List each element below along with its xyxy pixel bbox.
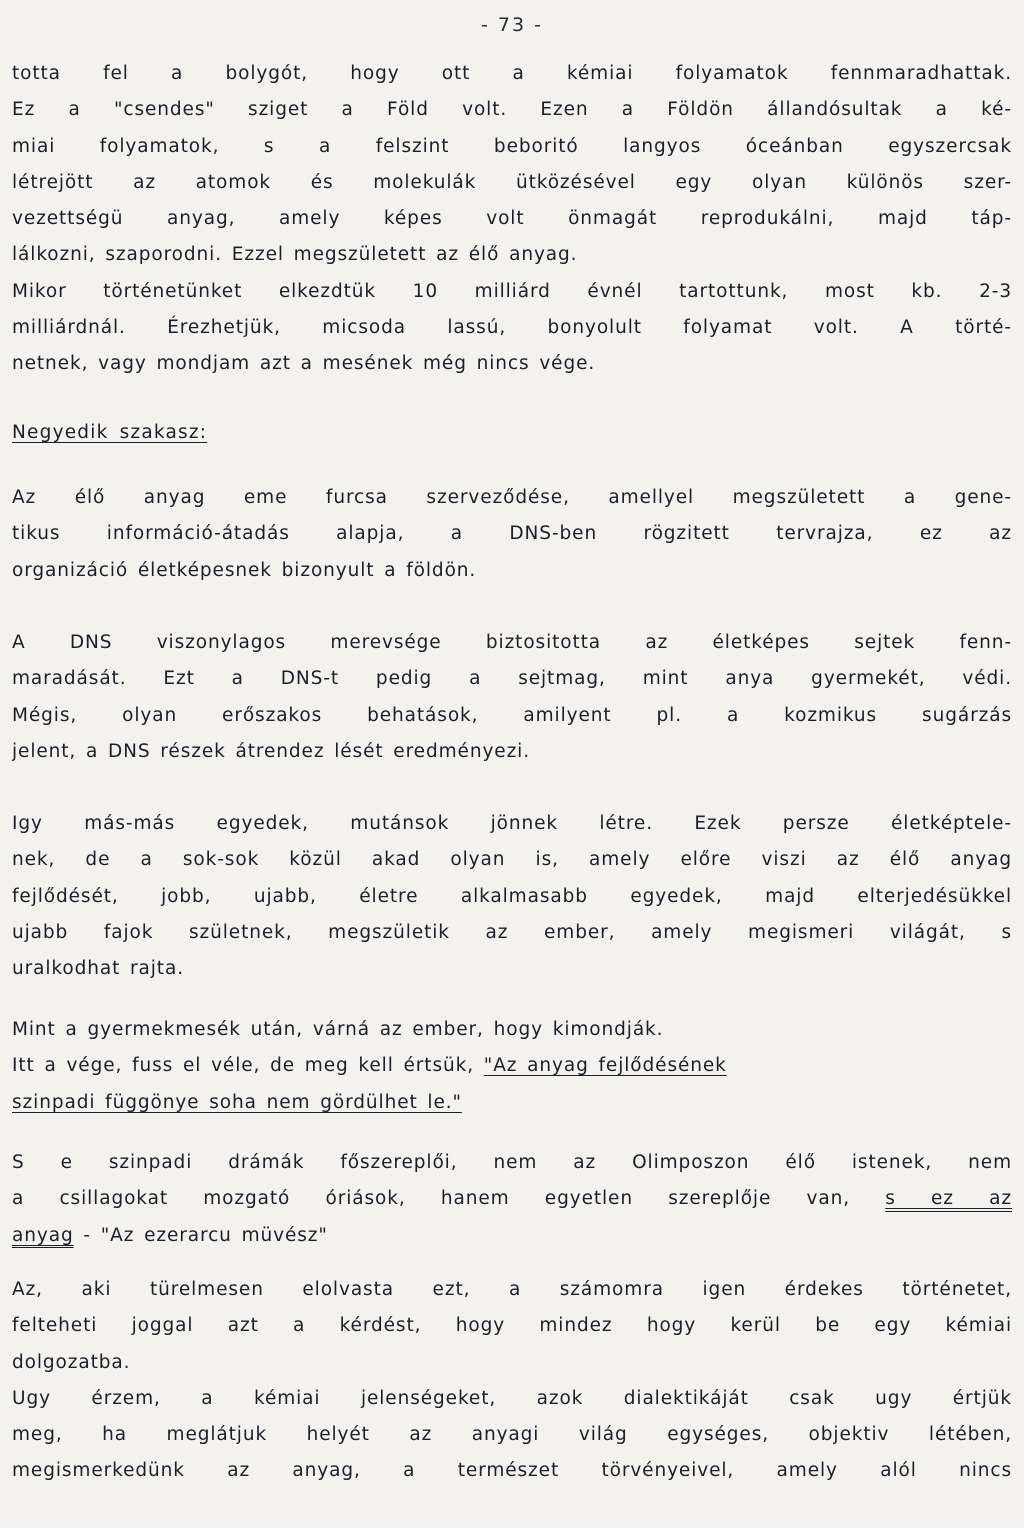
text-line: vezettségü anyag, amely képes volt önmagát reprodukálni, majd táp- bbox=[12, 208, 1012, 230]
text-line: organizáció életképesnek bizonyult a földön. bbox=[12, 559, 477, 581]
paragraph-3 bbox=[12, 625, 1012, 770]
paragraph-4 bbox=[12, 806, 1012, 987]
text-line bbox=[12, 1181, 1012, 1217]
text-line: lálkozni, szaporodni. Ezzel megszületett az élő anyag. bbox=[12, 244, 578, 266]
underlined-quote: "Az anyag fejlődésének bbox=[483, 1055, 727, 1077]
section-heading: Negyedik szakasz: bbox=[12, 422, 208, 443]
text-line: A DNS viszonylagos merevsége biztositotta az életképes sejtek fenn- bbox=[12, 632, 1012, 653]
text-line: S e szinpadi drámák főszereplői, nem az Olimposzon élő istenek, nem bbox=[12, 1152, 1012, 1173]
text-line bbox=[12, 1218, 1012, 1254]
paragraph-1 bbox=[12, 56, 1012, 383]
text-line bbox=[12, 1085, 1012, 1121]
text-line: Igy más-más egyedek, mutánsok jönnek létre. Ezek persze életképtele- bbox=[12, 813, 1012, 834]
double-underlined-text: s ez az bbox=[885, 1188, 1012, 1210]
paragraph-6 bbox=[12, 1145, 1012, 1254]
text-line: létrejött az atomok és molekulák ütközésével egy olyan különös szer- bbox=[12, 171, 1012, 193]
text-line: meg, ha meglátjuk helyét az anyagi világ egységes, objektiv létében, bbox=[12, 1424, 1012, 1446]
text-line: milliárdnál. Érezhetjük, micsoda lassú, bonyolult folyamat volt. A törté- bbox=[12, 317, 1012, 339]
text-line: felteheti joggal azt a kérdést, hogy mindez hogy kerül be egy kémiai bbox=[12, 1315, 1012, 1337]
text-line: Ugy érzem, a kémiai jelenségeket, azok dialektikáját csak ugy értjük bbox=[12, 1387, 1012, 1409]
text-line: jelent, a DNS részek átrendez lését eredményezi. bbox=[12, 740, 530, 762]
text-segment: a csillagokat mozgató óriások, hanem egyetlen szereplője van, bbox=[12, 1188, 886, 1210]
text-line bbox=[12, 1048, 1012, 1084]
text-line: totta fel a bolygót, hogy ott a kémiai folyamatok fennmaradhattak. bbox=[12, 63, 1012, 84]
text-line: Mikor történetünket elkezdtük 10 milliárd évnél tartottunk, most kb. 2-3 bbox=[12, 280, 1012, 302]
text-segment: - "Az ezerarcu müvész" bbox=[73, 1224, 328, 1246]
text-line: uralkodhat rajta. bbox=[12, 958, 184, 980]
text-segment: Itt a vége, fuss el véle, de meg kell értsük, bbox=[12, 1055, 484, 1077]
text-line: Mégis, olyan erőszakos behatások, amilyent pl. a kozmikus sugárzás bbox=[12, 704, 1012, 726]
text-line: Az élő anyag eme furcsa szerveződése, amellyel megszületett a gene- bbox=[12, 487, 1012, 508]
text-line: maradását. Ezt a DNS-t pedig a sejtmag, mint anya gyermekét, védi. bbox=[12, 668, 1012, 690]
text-line: megismerkedünk az anyag, a természet törvényeivel, amely alól nincs bbox=[12, 1460, 1012, 1482]
paragraph-5 bbox=[12, 1012, 1012, 1121]
text-line: fejlődését, jobb, ujabb, életre alkalmasabb egyedek, majd elterjedésükkel bbox=[12, 885, 1012, 907]
double-underlined-text: anyag bbox=[12, 1224, 74, 1246]
text-line: Mint a gyermekmesék után, várná az ember, hogy kimondják. bbox=[12, 1019, 664, 1040]
paragraph-7 bbox=[12, 1272, 1012, 1490]
text-line: Az, aki türelmesen elolvasta ezt, a számomra igen érdekes történetet, bbox=[12, 1279, 1012, 1300]
paragraph-2 bbox=[12, 480, 1012, 589]
text-line: netnek, vagy mondjam azt a mesének még nincs vége. bbox=[12, 353, 596, 375]
underlined-quote: szinpadi függönye soha nem gördülhet le." bbox=[12, 1091, 462, 1113]
text-line: nek, de a sok-sok közül akad olyan is, amely előre viszi az élő anyag bbox=[12, 849, 1012, 871]
text-line: tikus információ-átadás alapja, a DNS-ben rögzitett tervrajza, ez az bbox=[12, 523, 1012, 545]
text-line: dolgozatba. bbox=[12, 1351, 131, 1373]
text-line: miai folyamatok, s a felszint beboritó langyos óceánban egyszercsak bbox=[12, 135, 1012, 157]
text-line: ujabb fajok születnek, megszületik az ember, amely megismeri világát, s bbox=[12, 921, 1012, 943]
text-line: Ez a "csendes" sziget a Föld volt. Ezen a Földön állandósultak a ké- bbox=[12, 99, 1012, 121]
page-number: - 73 - bbox=[481, 14, 543, 36]
